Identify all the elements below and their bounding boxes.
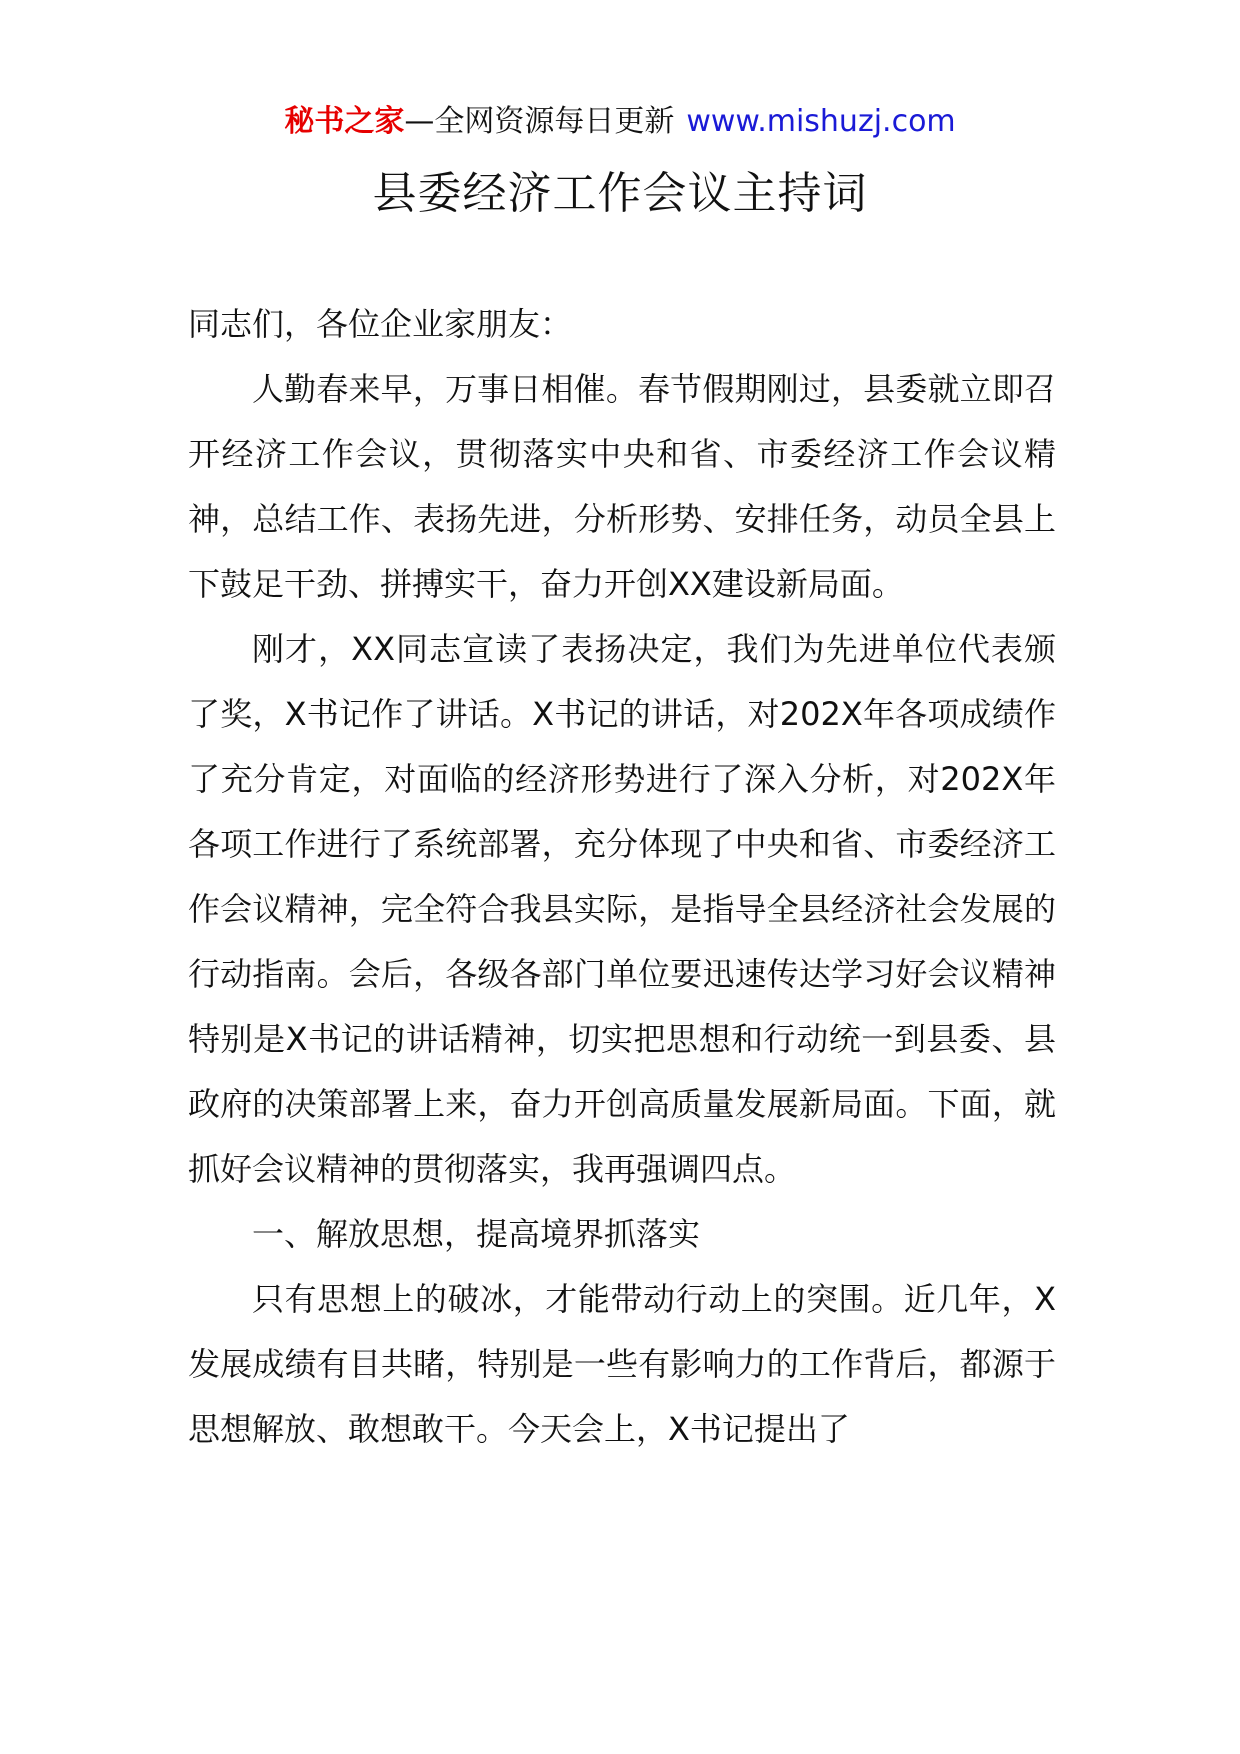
section-heading: 一、解放思想，提高境界抓落实 xyxy=(252,1215,701,1253)
salutation: 同志们，各位企业家朋友： xyxy=(188,305,573,343)
site-tagline: —全网资源每日更新 xyxy=(404,104,675,139)
paragraph-summary: 刚才，XX同志宣读了表扬决定，我们为先进单位代表颁了奖，X书记作了讲话。X书记的讲话，对202X年各项成绩作了充分肯定，对面临的经济形势进行了深入分析，对202X年各项工作进行了系统部署，充分体现了中央和省、市委经济工作会议精神，完全符合我县实际，是指导全县经济社会发展的行动指南。会后，各级各部门单位要迅速传达学习好会议精神特别是X书记的讲话精神，切实把思想和行动统一到县委、县政府的决策部署上来，奋力开创高质量发展新局面。下面，就抓好会议精神的贯彻落实，我再强调四点。 xyxy=(188,630,1056,1188)
site-header xyxy=(0,100,1240,144)
paragraph-section-one: 只有思想上的破冰，才能带动行动上的突围。近几年，X发展成绩有目共睹，特别是一些有影响力的工作背后，都源于思想解放、敢想敢干。今天会上，X书记提出了 xyxy=(188,1280,1056,1448)
paragraph-opening: 人勤春来早，万事日相催。春节假期刚过，县委就立即召开经济工作会议，贯彻落实中央和省、市委经济工作会议精神，总结工作、表扬先进，分析形势、安排任务，动员全县上下鼓足干劲、拼搏实干，奋力开创XX建设新局面。 xyxy=(188,370,1056,603)
site-url-link[interactable]: www.mishuzj.com xyxy=(686,104,956,139)
document-title: 县委经济工作会议主持词 xyxy=(372,168,868,219)
site-brand: 秘书之家 xyxy=(284,104,405,139)
document-body xyxy=(188,292,1056,1462)
